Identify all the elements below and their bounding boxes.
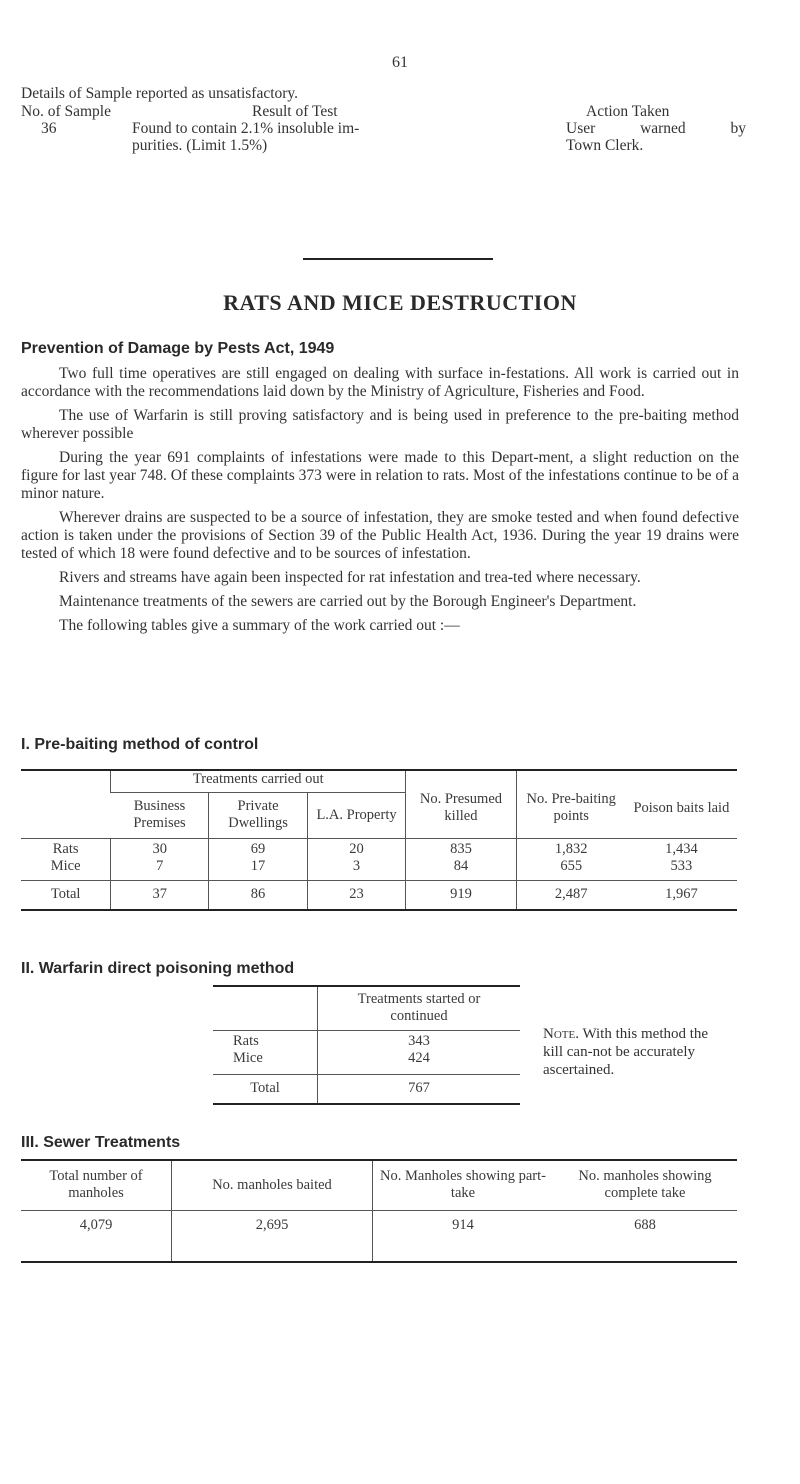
cell: 3 (307, 858, 405, 880)
action-taken-line-2: Town Clerk. (566, 137, 644, 154)
test-result-header: Result of Test (252, 103, 338, 120)
presumed-killed-header: No. Presumed killed (406, 770, 516, 838)
note-text: With this method the kill can-not be accurately ascertained. (543, 1026, 709, 1078)
poison-baits-header: Poison baits laid (633, 799, 730, 816)
prebaiting-points-header: No. Pre-baiting points (516, 770, 626, 838)
warfarin-table (213, 985, 520, 1105)
cell: 835 (406, 838, 516, 858)
row-label-header (213, 986, 318, 1030)
cell: 2,487 (516, 880, 626, 910)
table-row (213, 1030, 520, 1050)
treatments-group-header: Treatments carried out (111, 770, 406, 792)
manholes-baited-header: No. manholes baited (172, 1160, 373, 1210)
warfarin-note (543, 1025, 713, 1079)
total-row (21, 880, 737, 910)
row-label: Total (250, 1080, 280, 1097)
cell: 767 (318, 1074, 521, 1104)
cell: 20 (307, 838, 405, 858)
note-label: Note. (543, 1026, 579, 1042)
table1-heading: I. Pre-baiting method of control (21, 736, 259, 753)
cell: 688 (634, 1216, 656, 1233)
page-number: 61 (392, 54, 408, 71)
table2-heading: II. Warfarin direct poisoning method (21, 960, 295, 977)
action-taken-line-1: User warned by (566, 120, 746, 137)
paragraph: Two full time operatives are still engaged on dealing with surface in-festations. All work is carried out in accordance with the recommendations laid down by the Ministry of Agriculture, Fisheries and Food. (21, 365, 739, 400)
private-dwellings-header: Private Dwellings (209, 792, 308, 838)
sample-number-column (21, 103, 131, 137)
cell: 86 (209, 880, 308, 910)
body-text (21, 365, 739, 641)
table-row (21, 858, 737, 880)
table3-heading: III. Sewer Treatments (21, 1134, 181, 1151)
cell: 343 (318, 1030, 521, 1050)
cell: 23 (307, 880, 405, 910)
cell: 919 (406, 880, 516, 910)
action-taken-column (566, 103, 746, 154)
row-label: Mice (50, 858, 81, 874)
cell: 533 (670, 858, 693, 874)
cell: 17 (209, 858, 308, 880)
cell: 30 (111, 838, 209, 858)
table-row (21, 1210, 737, 1262)
section-divider (303, 258, 493, 260)
la-property-header: L.A. Property (307, 792, 405, 838)
cell: 655 (516, 858, 626, 880)
section-title: RATS AND MICE DESTRUCTION (223, 290, 577, 315)
test-result-line-1: Found to contain 2.1% insoluble im- (132, 120, 360, 137)
cell: 2,695 (172, 1210, 373, 1262)
paragraph: The following tables give a summary of the work carried out :— (59, 617, 460, 634)
row-label: Rats (52, 841, 79, 857)
business-premises-header: Business Premises (133, 798, 186, 831)
cell: 1,967 (665, 886, 698, 903)
cell: 37 (111, 880, 209, 910)
part-take-header: No. Manholes showing part-take (373, 1160, 554, 1210)
paragraph: Maintenance treatments of the sewers are carried out by the Borough Engineer's Department. (59, 593, 637, 610)
test-result-line-2: purities. (Limit 1.5%) (132, 137, 268, 154)
prebaiting-table (21, 769, 737, 911)
table-row (21, 838, 737, 858)
cell: 424 (318, 1050, 521, 1074)
table-row (213, 1050, 520, 1074)
sample-number-header: No. of Sample (21, 103, 111, 120)
test-result-column (132, 103, 552, 154)
sample-number-value: 36 (41, 120, 57, 137)
paragraph: Wherever drains are suspected to be a source of infestation, they are smoke tested and when found defective action is taken under the provisions of Section 39 of the Public Health Act, 1936. During the year 19 drains were tested of which 18 were found defective and to be sources of infestation. (21, 509, 739, 562)
cell: 84 (406, 858, 516, 880)
row-label: Mice (233, 1050, 263, 1066)
sewer-table (21, 1159, 737, 1263)
row-label: Rats (233, 1033, 259, 1049)
sample-heading: Details of Sample reported as unsatisfactory. (21, 85, 299, 102)
cell: 914 (373, 1210, 554, 1262)
action-taken-header: Action Taken (586, 103, 670, 120)
paragraph: The use of Warfarin is still proving satisfactory and is being used in preference to the pre-baiting method wherever possible (21, 407, 739, 442)
act-heading: Prevention of Damage by Pests Act, 1949 (21, 340, 335, 357)
total-row (213, 1074, 520, 1104)
cell: 7 (111, 858, 209, 880)
row-label: Total (50, 886, 81, 903)
treatments-header: Treatments started or continued (318, 986, 521, 1030)
row-label-header (21, 770, 111, 838)
cell: 1,434 (665, 841, 698, 857)
paragraph: During the year 691 complaints of infestations were made to this Depart-ment, a slight reduction on the figure for last year 748. Of these complaints 373 were in relation to rats. Most of the infestations continue to be of a minor nature. (21, 449, 739, 502)
total-manholes-header: Total number of manholes (49, 1168, 143, 1202)
paragraph: Rivers and streams have again been inspected for rat infestation and trea-ted where necessary. (59, 569, 641, 586)
cell: 1,832 (516, 838, 626, 858)
complete-take-header: No. manholes showing complete take (578, 1168, 712, 1202)
cell: 4,079 (79, 1216, 113, 1233)
cell: 69 (209, 838, 308, 858)
